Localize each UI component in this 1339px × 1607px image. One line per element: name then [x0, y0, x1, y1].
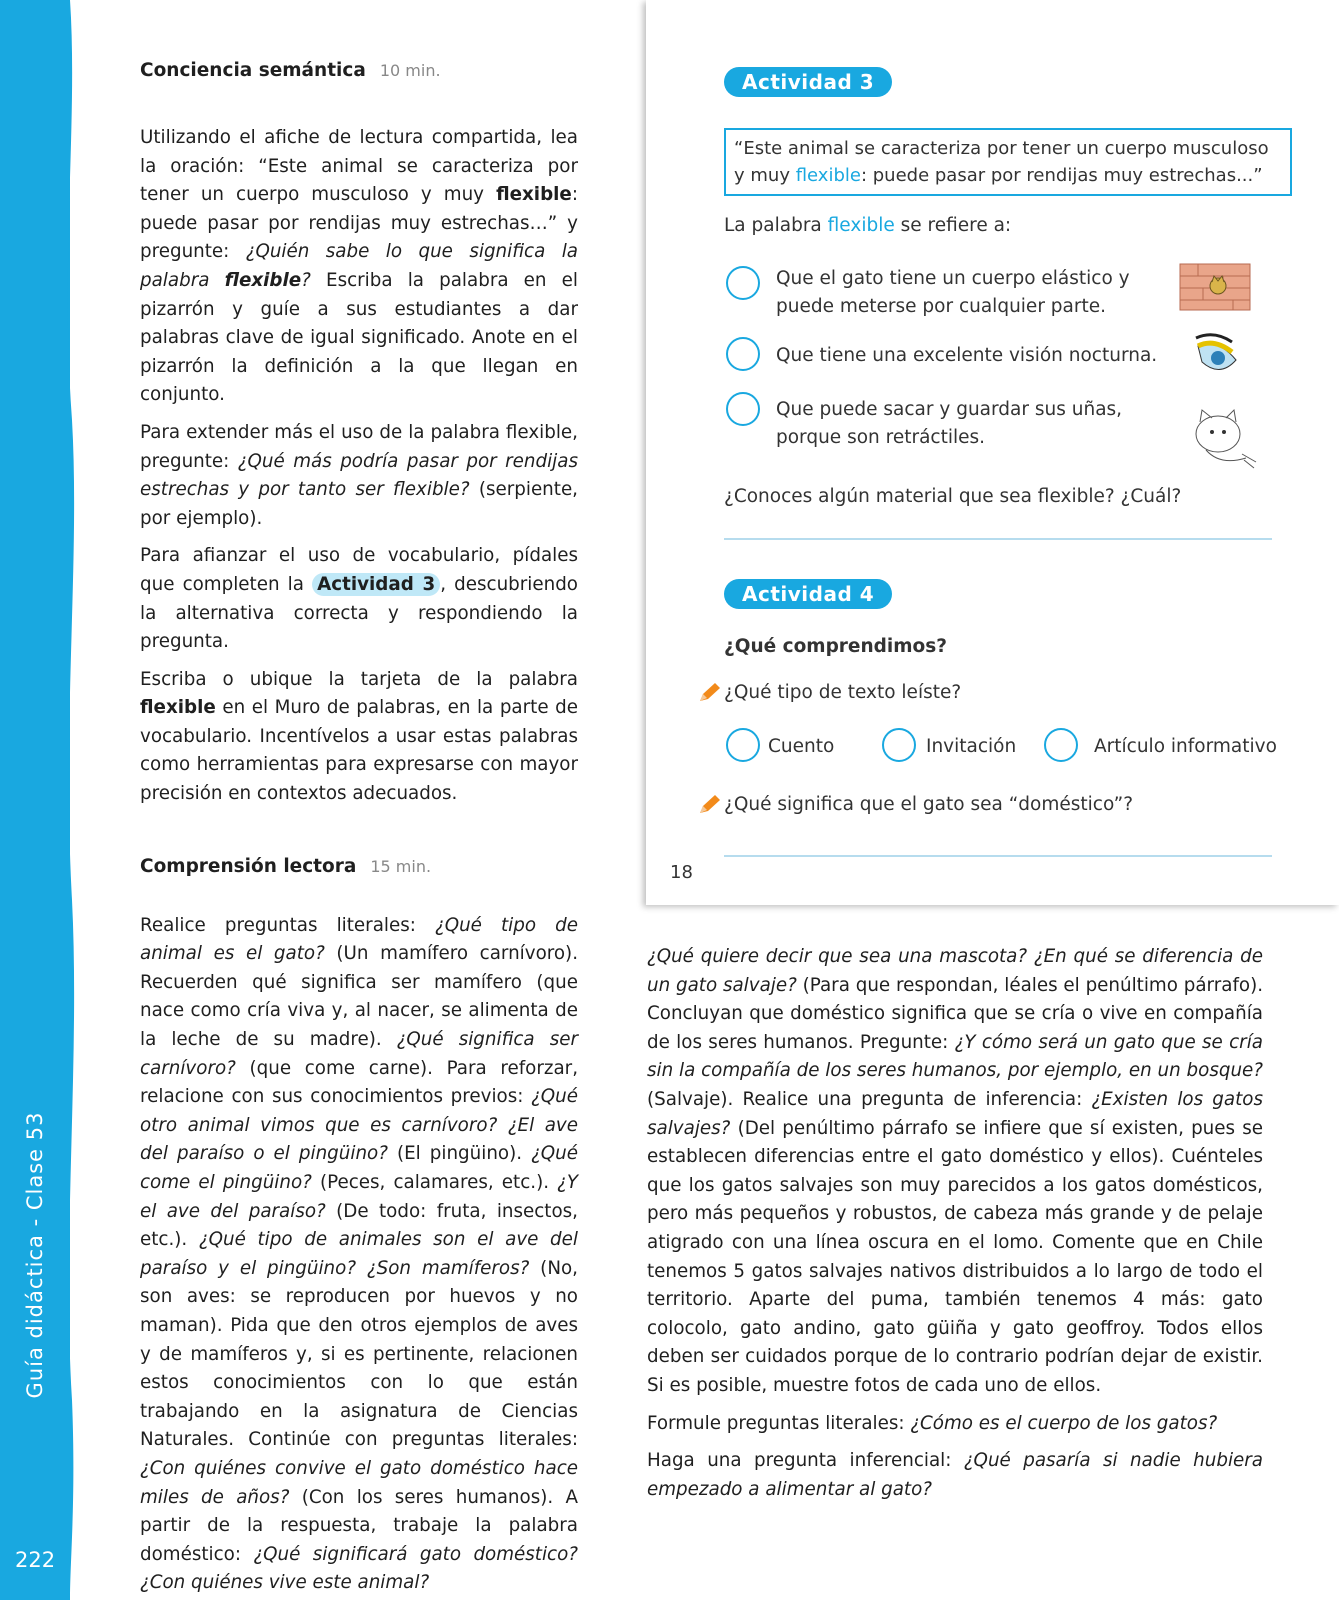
choice-cuento-radio[interactable]	[726, 728, 760, 762]
option-2-text: Que tiene una excelente visión nocturna.	[776, 345, 1158, 366]
paragraph	[647, 1410, 1263, 1439]
section-header	[140, 60, 578, 100]
text-run: ¿Existen los gatos salvajes?	[647, 1088, 1263, 1139]
text-run: ¿Qué significa ser carnívoro?	[140, 1029, 578, 1079]
text-run: (Peces, calamares, etc.).	[311, 1172, 558, 1193]
choice-cuento-label: Cuento	[768, 736, 835, 757]
text-run: (De todo: fruta, insectos, etc.).	[140, 1200, 578, 1251]
text-run: Para afianzar el uso de vocabulario, pídales que completen la	[140, 545, 578, 595]
text-run: ¿Qué tipo de animal es el gato?	[140, 914, 578, 965]
answer-line[interactable]	[724, 538, 1272, 540]
text-run: en el Muro de palabras, en la parte de vocabulario. Incentívelos a usar estas palabras como herramientas para expresarse con mayor precisión en contextos adecuados.	[140, 697, 578, 805]
activity-4-question-2: ¿Qué significa que el gato sea “doméstico”?	[724, 794, 1134, 815]
text-run: ¿Y cómo será un gato que se cría sin la compañía de los seres humanos, por ejemplo, en un bosque?	[647, 1031, 1263, 1082]
pencil-icon	[698, 681, 722, 703]
text-run: (Del penúltimo párrafo se infiere que sí existen, pues se establecen diferencias entre el gato doméstico y ellos). Cuénteles que los gatos salvajes son muy parecidos a los gatos domésticos, pero más pequeños y robustos, de cabeza más grande y de pelaje atigrado con una línea oscura en el lomo. Comente que en Chile tenemos 5 gatos salvajes nativos distribuidos a lo largo de todo el territorio. Aparte del puma, también tenemos 4 más: gato colocolo, gato andino, gato güiña y gato geoffroy. Todos ellos deben ser cuidados porque de lo contrario podrían dejar de existir. Si es posible, muestre fotos de cada uno de ellos.	[647, 1117, 1263, 1396]
option-3-radio[interactable]	[726, 392, 760, 426]
text-run: ¿Cómo es el cuerpo de los gatos?	[910, 1412, 1218, 1434]
text-run: Realice preguntas literales:	[140, 914, 435, 936]
text-run: ¿Y el ave del paraíso?	[140, 1172, 578, 1222]
flexible-word: flexible	[795, 165, 861, 186]
workbook-page	[646, 0, 1339, 905]
section-title: Comprensión lectora	[140, 855, 357, 877]
text-run: Utilizando el afiche de lectura compartida, lea la oración: “Este animal se caracteriza por tener un cuerpo musculoso y muy	[140, 127, 578, 206]
option-3-text: Que puede sacar y guardar sus uñas, porque son retráctiles.	[776, 399, 1123, 448]
paragraph	[140, 542, 578, 656]
text-run: (Salvaje). Realice una pregunta de inferencia:	[647, 1088, 1092, 1110]
text-run: ¿Qué tipo de animales son el ave del paraíso y el pingüino? ¿Son mamíferos?	[140, 1229, 578, 1279]
prompt-text: La palabra flexible se refiere a:	[724, 215, 1012, 236]
text-run: ¿Con quiénes convive el gato doméstico hace miles de años?	[140, 1457, 578, 1508]
text-run: Formule preguntas literales:	[647, 1412, 911, 1434]
activity-4-label: Actividad 4	[724, 579, 892, 609]
text-run: Haga una pregunta inferencial:	[647, 1450, 964, 1472]
guide-label: Guía didáctica - Clase 53	[23, 1111, 47, 1399]
text-run: (Con los seres humanos). A partir de la respuesta, trabaje la palabra doméstico:	[140, 1486, 578, 1565]
answer-line[interactable]	[724, 855, 1272, 857]
text-run: Actividad 3	[312, 573, 440, 596]
choice-articulo-label: Artículo informativo	[1094, 736, 1277, 757]
activity-4-subtitle: ¿Qué comprendimos?	[724, 636, 947, 657]
paragraph	[140, 124, 578, 410]
text-run: : puede pasar por rendijas muy estrechas…” y pregunte:	[140, 184, 578, 263]
page-number: 222	[15, 1548, 56, 1572]
quote-box: “Este animal se caracteriza por tener un cuerpo musculoso y muy flexible: puede pasar por rendijas muy estrechas...”	[724, 128, 1292, 196]
section-header	[140, 856, 578, 896]
text-run: ¿Qué pasaría si nadie hubiera empezado a alimentar al gato?	[647, 1450, 1263, 1500]
paragraph	[140, 666, 578, 809]
text-run: Para extender más el uso de la palabra flexible, pregunte:	[140, 421, 578, 472]
sidebar	[0, 0, 70, 1600]
text-run: (que come carne). Para reforzar, relacione con sus conocimientos previos:	[140, 1057, 578, 1108]
text-run: (El pingüino).	[387, 1143, 532, 1165]
text-run: ¿Qué come el pingüino?	[140, 1143, 579, 1193]
text-run: ¿Qué más podría pasar por rendijas estrechas y por tanto ser flexible?	[140, 450, 578, 501]
section-time: 15 min.	[370, 856, 432, 876]
text-run: ¿Quién sabe lo que significa la palabra	[140, 241, 578, 291]
paragraph	[647, 943, 1263, 1401]
pencil-icon	[698, 793, 722, 815]
workbook-page-number: 18	[670, 862, 693, 883]
option-1-text: Que el gato tiene un cuerpo elástico y puede meterse por cualquier parte.	[776, 268, 1130, 317]
section-time: 10 min.	[379, 61, 441, 80]
text-run: (No, son aves: se reproducen por huevos y no maman). Pida que den otros ejemplos de aves y de mamíferos y, si es pertinente, relacionen estos conocimientos con lo que están trabajando en la asignatura de Ciencias Naturales. Continúe con preguntas literales:	[140, 1257, 578, 1451]
paragraph	[140, 419, 578, 533]
option-1-radio[interactable]	[726, 266, 760, 300]
option-2-radio[interactable]	[726, 337, 760, 371]
text-run: flexible	[496, 184, 572, 206]
activity-3-question: ¿Conoces algún material que sea flexible? ¿Cuál?	[724, 486, 1182, 507]
paragraph	[140, 912, 578, 1598]
cat-in-wall-illustration	[1178, 258, 1253, 313]
activity-3-label: Actividad 3	[724, 67, 892, 97]
paragraph	[647, 1447, 1263, 1504]
choice-invitacion-label: Invitación	[926, 736, 1017, 757]
text-run: (serpiente, por ejemplo).	[140, 479, 578, 529]
text-run: Escriba o ubique la tarjeta de la palabra	[140, 668, 578, 690]
text-run: (Para que respondan, léales el penúltimo párrafo). Concluyan que doméstico significa que se cría o vive en compañía de los seres humanos. Pregunte:	[647, 974, 1264, 1053]
activity-4-question-1: ¿Qué tipo de texto leíste?	[724, 682, 962, 703]
section-title: Conciencia semántica	[140, 60, 366, 81]
text-run: ¿Qué quiere decir que sea una mascota? ¿En qué se diferencia de un gato salvaje?	[647, 946, 1263, 996]
text-run: Escriba la palabra en el pizarrón y guíe a sus estudiantes a dar palabras clave de igual significado. Anote en el pizarrón la definición a la que llegan en conjunto.	[140, 269, 578, 406]
choice-articulo-radio[interactable]	[1044, 728, 1078, 762]
cat-eye-icon	[1192, 330, 1248, 380]
text-run: ¿Qué significará gato doméstico? ¿Con quiénes vive este animal?	[140, 1543, 578, 1594]
text-run: ¿Qué otro animal vimos que es carnívoro? ¿El ave del paraíso o el pingüino?	[140, 1086, 578, 1165]
text-run: , descubriendo la alternativa correcta y respondiendo la pregunta.	[140, 573, 578, 653]
text-run: ?	[301, 269, 311, 291]
text-run: flexible	[224, 269, 302, 291]
cat-claws-illustration	[1186, 406, 1262, 472]
right-column	[647, 943, 1263, 1513]
choice-invitacion-radio[interactable]	[882, 728, 916, 762]
text-run: (Un mamífero carnívoro). Recuerden qué significa ser mamífero (que nace como cría viva y, al nacer, se alimenta de la leche de su madre).	[140, 943, 578, 1051]
left-column	[140, 60, 578, 1607]
text-run: flexible	[140, 697, 216, 719]
